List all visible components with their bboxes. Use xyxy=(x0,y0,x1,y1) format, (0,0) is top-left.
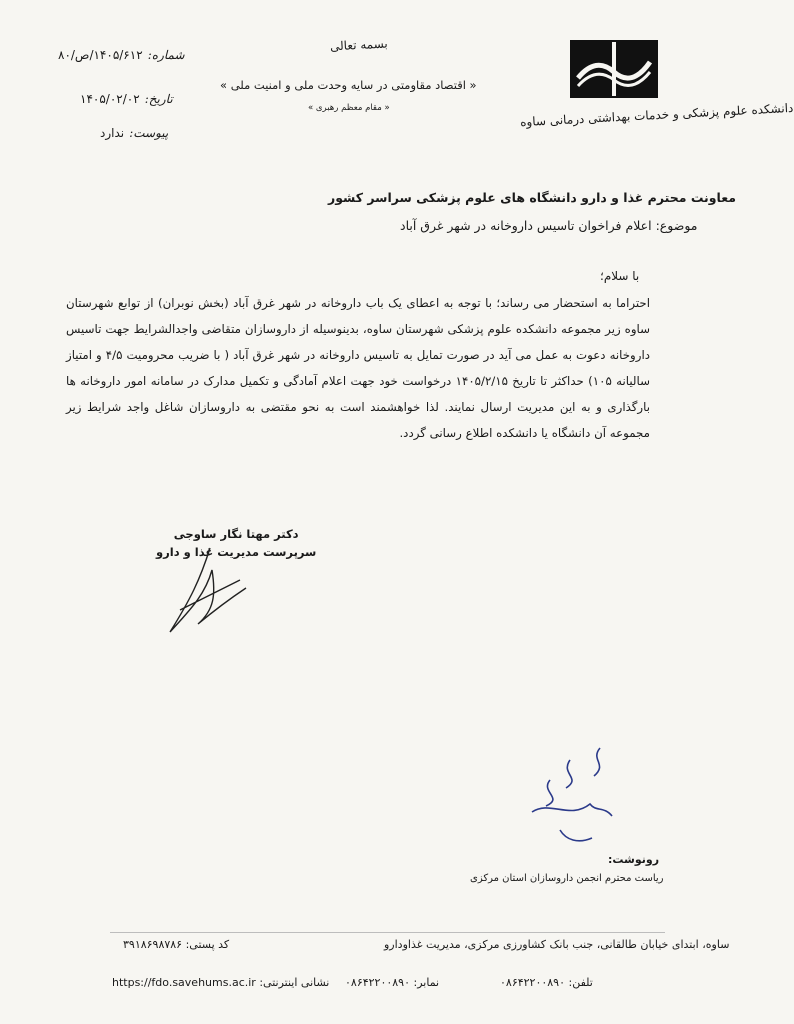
greeting: با سلام؛ xyxy=(600,269,640,283)
footer-fax xyxy=(345,976,439,989)
phone-label: تلفن: xyxy=(568,976,593,989)
postal-value: ۳۹۱۸۶۹۸۷۸۶ xyxy=(123,938,183,951)
date-label: تاریخ: xyxy=(144,92,173,106)
attachment-value: ندارد xyxy=(100,126,125,140)
letter-attachment xyxy=(100,122,168,141)
postal-label: کد پستی: xyxy=(185,938,230,951)
bismillah-heading: بسمه تعالی xyxy=(329,36,389,54)
university-name: دانشکده علوم پزشکی و خدمات بهداشتی درمانی ساوه xyxy=(519,100,794,130)
subject-line: موضوع: اعلام فراخوان تاسیس داروخانه در شهر غرق آباد xyxy=(400,218,698,233)
recipient-line: معاونت محترم غذا و دارو دانشگاه های علوم پزشکی سراسر کشور xyxy=(328,190,737,205)
web-label: نشانی اینترنتی: xyxy=(259,976,330,989)
cc-label: رونوشت: xyxy=(608,853,660,866)
fax-label: نمابر: xyxy=(413,976,440,989)
attachment-label: پیوست: xyxy=(129,126,169,140)
motto: « اقتصاد مقاومتی در سایه وحدت ملی و امنیت ملی » xyxy=(220,78,477,92)
letter-body: احتراما به استحضار می رساند؛ با توجه به اعطای یک باب داروخانه در شهر غرق آباد (بخش نوبران) از توابع شهرستان ساوه زیر مجموعه دانشکده علوم پزشکی شهرستان ساوه، بدینوسیله از داروسازان متقاضی واجدالشرایط جهت تاسیس داروخانه دعوت به عمل می آید در صورت تمایل به تاسیس داروخانه در شهر غرق آباد ( با ضریب محرومیت ۴/۵ و امتیاز سالیانه ۱۰۵) حداکثر تا تاریخ ۱۴۰۵/۲/۱۵ درخواست خود جهت اعلام آمادگی و تکمیل مدارک در سامانه امور داروخانه ها بارگذاری و به این مدیریت ارسال نمایند. لذا خواهشمند است به نحو مقتضی به داروسازان شاغل واجد شرایط زیر مجموعه آن دانشگاه یا دانشکده اطلاع رسانی گردد. xyxy=(66,296,650,440)
web-value[interactable]: https://fdo.savehums.ac.ir xyxy=(112,976,256,989)
phone-value: ۰۸۶۴۲۲۰۰۸۹۰ xyxy=(500,976,565,989)
fax-value: ۰۸۶۴۲۲۰۰۸۹۰ xyxy=(345,976,410,989)
footer-phone xyxy=(500,976,593,989)
footer-website xyxy=(112,976,329,989)
signatory-title: سرپرست مدیریت غذا و دارو xyxy=(156,545,317,559)
date-value: ۱۴۰۵/۰۲/۰۲ xyxy=(80,92,140,106)
cc-recipient: ریاست محترم انجمن داروسازان استان مرکزی xyxy=(470,873,664,884)
letter-date xyxy=(80,88,173,107)
letter-number xyxy=(58,44,185,63)
number-value: ۱۴۰۵/۶۱۲/ص/۸۰ xyxy=(58,48,143,62)
university-logo xyxy=(568,38,660,102)
footer-postal xyxy=(123,938,229,951)
signatory-name: دکتر مهتا نگار ساوجی xyxy=(173,527,299,541)
handwritten-annotation xyxy=(520,740,620,860)
handwritten-signature xyxy=(150,540,270,640)
footer-divider xyxy=(110,932,665,933)
number-label: شماره: xyxy=(147,48,185,62)
motto-attribution: « مقام معظم رهبری » xyxy=(308,103,390,113)
footer-address: ساوه، ابتدای خیابان طالقانی، جنب بانک کشاورزی مرکزی، مدیریت غذاودارو xyxy=(384,938,730,951)
